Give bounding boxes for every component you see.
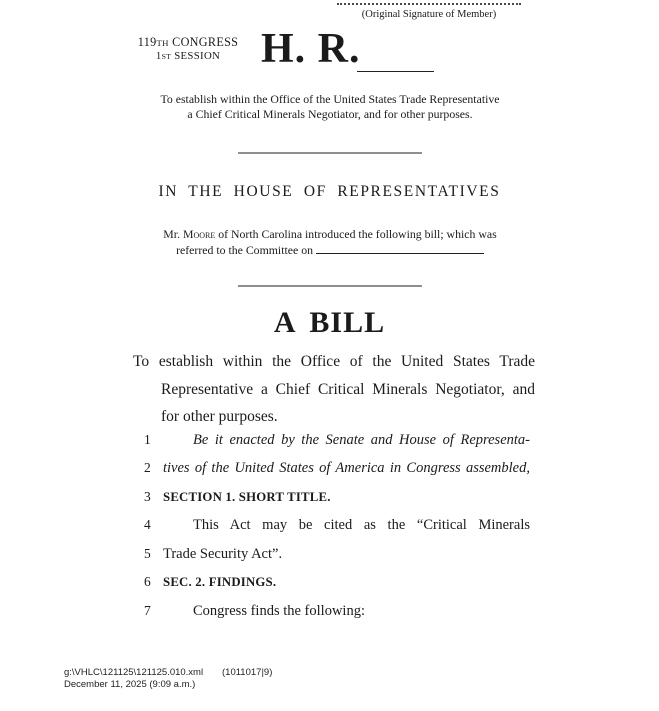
signature-dotted-line — [337, 3, 521, 5]
line-text: Congress finds the following: — [193, 602, 365, 619]
bill-text-line — [133, 426, 530, 454]
line-number: 1 — [144, 432, 151, 447]
footer-date: December 11, 2025 (9:09 a.m.) — [64, 678, 196, 690]
official-title-line2: a Chief Critical Minerals Negotiator, and for other purposes. — [187, 107, 473, 121]
congress-line — [126, 36, 250, 50]
bill-text-line — [133, 597, 530, 625]
bill-text-line — [133, 540, 530, 568]
committee-blank-line — [316, 253, 484, 254]
official-title — [115, 92, 545, 122]
introduction-line2 — [125, 243, 535, 259]
official-title-line1: To establish within the Office of the United States Trade Representative — [160, 92, 500, 106]
bill-number-blank-line — [357, 71, 434, 72]
long-title-line: for other purposes. — [161, 408, 278, 425]
footer-job-code: (1011017|9) — [222, 667, 273, 678]
session-ordinal: ST — [161, 52, 172, 61]
line-text: Trade Security Act”. — [163, 545, 283, 562]
footer-file-path: g:\VHLC\121125\121125.010.xml — [64, 667, 204, 678]
line-number: 2 — [144, 460, 151, 476]
committee-referral-text: referred to the Committee on — [176, 242, 316, 257]
congress-session-block — [126, 36, 250, 63]
bill-heading: A BILL — [273, 306, 386, 339]
horizontal-rule-bottom — [238, 285, 422, 287]
bill-text-line — [133, 483, 530, 511]
line-text: SECTION 1. SHORT TITLE. — [163, 489, 331, 504]
congress-label: CONGRESS — [172, 35, 239, 49]
bill-text-line — [133, 454, 530, 482]
draft-footer — [64, 667, 272, 690]
long-title — [133, 348, 535, 431]
congress-ordinal: TH — [156, 38, 169, 48]
line-number: 5 — [144, 545, 151, 561]
introduction-line1-rest: of North Carolina introduced the following bill; which was — [215, 227, 497, 241]
line-text: tives of the United States of America in Congress assembled, — [163, 460, 530, 477]
introduction-paragraph — [125, 227, 535, 258]
session-label: SESSION — [174, 50, 221, 62]
line-number: 7 — [144, 602, 151, 618]
line-text: This Act may be cited as the “Critical Minerals — [193, 517, 530, 534]
session-line — [126, 50, 250, 63]
bill-text-line — [133, 511, 530, 539]
long-title-line: Representative a Chief Critical Minerals Negotiator, and — [161, 380, 535, 398]
long-title-line: To establish within the Office of the United States Trade — [133, 353, 535, 370]
session-number: 1 — [155, 50, 162, 62]
chamber-heading: IN THE HOUSE OF REPRESENTATIVES — [158, 183, 501, 200]
sponsor-prefix: Mr. — [163, 227, 183, 241]
line-number: 4 — [144, 517, 151, 533]
introduction-line1 — [125, 227, 535, 243]
horizontal-rule-top — [238, 152, 422, 154]
line-number: 3 — [144, 488, 151, 504]
congress-number: 119 — [137, 35, 157, 49]
line-text: SEC. 2. FINDINGS. — [163, 575, 277, 590]
footer-row1 — [64, 667, 272, 679]
bill-text-line — [133, 568, 530, 596]
signature-caption: (Original Signature of Member) — [361, 9, 497, 20]
line-text: Be it enacted by the Senate and House of Representa- — [193, 432, 530, 448]
sponsor-name: Moore — [182, 227, 216, 241]
bill-number-heading: H. R. — [261, 26, 361, 72]
line-number: 6 — [144, 574, 151, 590]
bill-text-block — [133, 426, 530, 625]
